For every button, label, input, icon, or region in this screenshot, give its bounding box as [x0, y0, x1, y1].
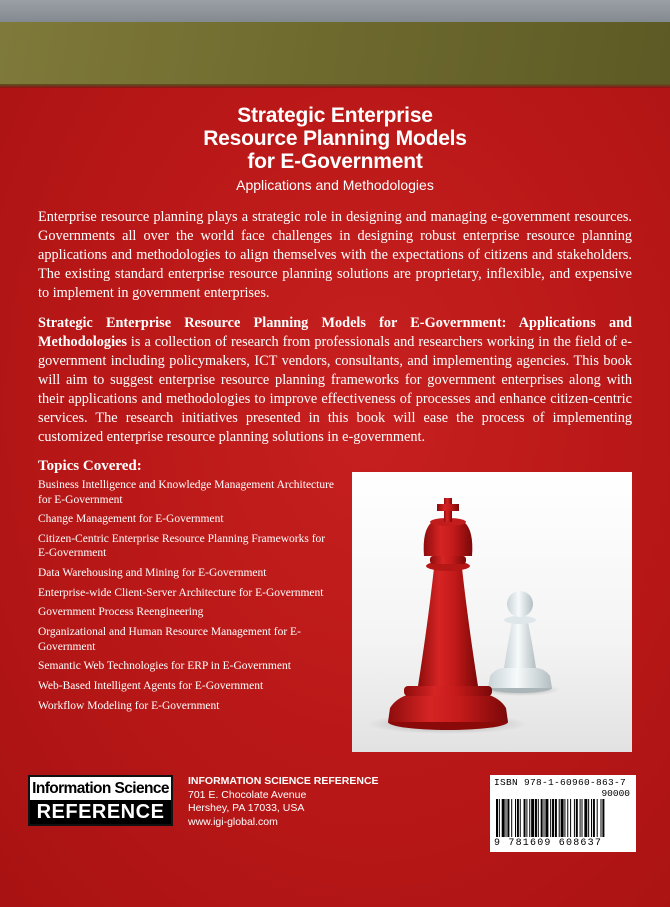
barcode-bar: [559, 799, 560, 837]
topic-item: Change Management for E-Government: [38, 513, 224, 526]
barcode-bar: [507, 799, 509, 837]
barcode-bar: [582, 799, 583, 837]
price-code: 90000: [601, 788, 630, 799]
publisher-address-line-2: Hershey, PA 17033, USA: [188, 802, 305, 814]
book-title-block: [0, 104, 670, 195]
barcode-bar: [529, 799, 530, 837]
barcode-bar: [531, 799, 534, 837]
topics-list: [38, 478, 338, 718]
barcode-bar: [588, 799, 589, 837]
barcode-bar: [580, 799, 581, 837]
publisher-info: [188, 775, 379, 829]
barcode-bar: [597, 799, 598, 837]
top-gray-band: [0, 0, 670, 22]
publisher-website: www.igi-global.com: [188, 815, 278, 828]
top-olive-band: [0, 22, 670, 86]
barcode-bar: [515, 799, 516, 837]
topic-item: Workflow Modeling for E-Government: [38, 699, 220, 712]
topic-item: Data Warehousing and Mining for E-Government: [38, 567, 267, 580]
barcode-bar: [593, 799, 595, 837]
barcode-bar: [502, 799, 505, 837]
barcode-bar: [601, 799, 602, 837]
ean-number: 9 781609 608637: [494, 838, 603, 849]
description-paragraph-2-text: is a collection of research from professionals and researchers working in the field of e-government including policymakers, ICT vendors, consultants, and implementing agencies. This book will aim to suggest enterprise resource planning frameworks for government enterprises along with their applications and methodologies to improve effectiveness of processes and enhance citizen-centric services. The research initiatives presented in this book will ease the process of implementing customized enterprise resource planning solutions in e-government.: [38, 334, 632, 445]
topic-item: Citizen-Centric Enterprise Resource Planning Frameworks for E-Government: [38, 532, 326, 560]
band-divider: [0, 84, 670, 88]
barcode-bar: [584, 799, 587, 837]
barcode-bar: [570, 799, 571, 837]
barcode-bar: [550, 799, 551, 837]
barcode-bar: [535, 799, 537, 837]
barcode-bar: [538, 799, 539, 837]
barcode-bar: [520, 799, 521, 837]
barcode-bar: [591, 799, 592, 837]
barcode-bar: [552, 799, 554, 837]
book-title-bold: Strategic Enterprise Resource Planning Models for E-Government: Applications and Methodologies: [38, 315, 632, 350]
book-subtitle: Applications and Methodologies: [236, 177, 434, 193]
barcode-bar: [574, 799, 575, 837]
topic-item: Web-Based Intelligent Agents for E-Government: [38, 680, 264, 692]
barcode-bar: [576, 799, 578, 837]
topic-item: Government Process Reengineering: [38, 606, 204, 619]
red-king: [388, 498, 508, 730]
book-title-line-3: for E-Government: [247, 150, 423, 173]
barcode-bar: [561, 799, 564, 837]
publisher-logo-top-text: Information Science: [30, 777, 171, 800]
topic-item: Organizational and Human Resource Management for E-Government: [38, 626, 301, 653]
isbn-barcode: [490, 775, 636, 852]
topic-item: Semantic Web Technologies for ERP in E-Government: [38, 660, 291, 673]
barcode-bar: [524, 799, 526, 837]
barcode-bar: [541, 799, 543, 837]
topics-heading: Topics Covered:: [38, 458, 142, 474]
topic-item: Business Intelligence and Knowledge Management Architecture for E-Government: [38, 479, 335, 506]
barcode-bar: [567, 799, 568, 837]
barcode-bar: [602, 799, 604, 837]
book-title-line-2: Resource Planning Models: [203, 127, 467, 150]
chess-pieces-illustration: [352, 472, 632, 752]
barcode-bar: [517, 799, 519, 837]
publisher-logo-bottom-text: REFERENCE: [30, 800, 171, 824]
publisher-logo: [28, 775, 173, 826]
barcode-bar: [526, 799, 527, 837]
description-paragraph-2: [38, 314, 632, 447]
barcode-bar: [496, 799, 498, 837]
barcode-bar: [564, 799, 565, 837]
barcode-bar: [511, 799, 512, 837]
publisher-name: INFORMATION SCIENCE REFERENCE: [188, 775, 379, 787]
isbn-number: ISBN 978-1-60960-863-7: [494, 777, 627, 788]
book-title-line-1: Strategic Enterprise: [237, 104, 433, 127]
white-pawn: [488, 591, 552, 693]
barcode-bar: [499, 799, 500, 837]
publisher-address-line-1: 701 E. Chocolate Avenue: [188, 788, 307, 801]
barcode-bar: [544, 799, 545, 837]
chess-king-and-pawn-photo: [352, 472, 632, 752]
topic-item: Enterprise-wide Client-Server Architecture for E-Government: [38, 586, 324, 599]
description-paragraph-1: Enterprise resource planning plays a strategic role in designing and managing e-government resources. Governments all over the world face challenges in designing robust enterprise resource planning applications and methodologies to align themselves with the expectations of citizens and stakeholders. The existing standard enterprise resource planning solutions are proprietary, inflexible, and expensive to implement in government enterprises.: [38, 209, 632, 301]
barcode-bar: [545, 799, 548, 837]
barcode-bar: [555, 799, 557, 837]
barcode-bar: [506, 799, 507, 837]
